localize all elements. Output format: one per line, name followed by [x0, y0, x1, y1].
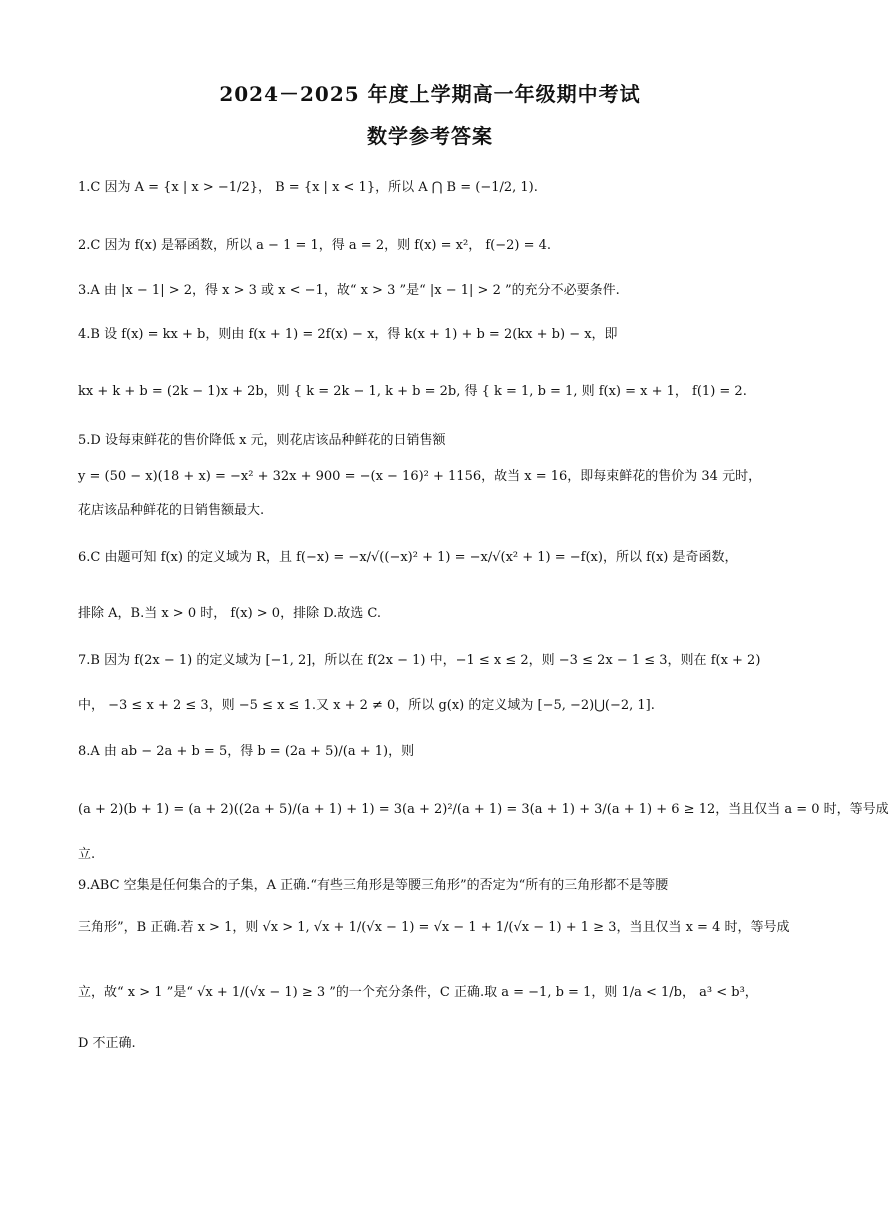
answer-line: 4.B 设 f(x) = kx + b，则由 f(x + 1) = 2f(x) − x，得 k(x + 1) + b = 2(kx + b) − x，即: [78, 327, 618, 342]
answer-line: kx + k + b = (2k − 1)x + 2b，则 { k = 2k − 1, k + b = 2b, 得 { k = 1, b = 1, 则 f(x) = x + 1， f(1) = 2.: [78, 384, 747, 399]
answer-line: 5.D 设每束鲜花的售价降低 x 元，则花店该品种鲜花的日销售额: [78, 433, 446, 448]
answer-line: 排除 A，B.当 x > 0 时， f(x) > 0，排除 D.故选 C.: [78, 606, 382, 621]
answer-line: 花店该品种鲜花的日销售额最大.: [78, 503, 265, 518]
answer-line: y = (50 − x)(18 + x) = −x² + 32x + 900 = −(x − 16)² + 1156，故当 x = 16，即每束鲜花的售价为 34 元时，: [78, 469, 762, 484]
answer-line: 8.A 由 ab − 2a + b = 5，得 b = (2a + 5)/(a + 1)，则: [78, 744, 415, 759]
answer-line: 6.C 由题可知 f(x) 的定义域为 R，且 f(−x) = −x/√((−x)² + 1) = −x/√(x² + 1) = −f(x)，所以 f(x) 是奇函数，: [78, 550, 738, 565]
answer-line: 9.ABC 空集是任何集合的子集，A 正确.“有些三角形是等腰三角形”的否定为“所有的三角形都不是等腰: [78, 878, 669, 893]
answer-line: (a + 2)(b + 1) = (a + 2)((2a + 5)/(a + 1) + 1) = 3(a + 2)²/(a + 1) = 3(a + 1) + 3/(a + 1) + 6 ≥ 12，当且仅当 a = 0 时，等号成: [78, 802, 889, 817]
answer-line: 2.C 因为 f(x) 是幂函数，所以 a − 1 = 1，得 a = 2，则 f(x) = x²， f(−2) = 4.: [78, 238, 552, 253]
answer-line: 立.: [78, 847, 96, 862]
answer-line: 7.B 因为 f(2x − 1) 的定义域为 [−1, 2]，所以在 f(2x − 1) 中，−1 ≤ x ≤ 2，则 −3 ≤ 2x − 1 ≤ 3，则在 f(x + 2): [78, 653, 761, 668]
answer-line: 中， −3 ≤ x + 2 ≤ 3，则 −5 ≤ x ≤ 1.又 x + 2 ≠ 0，所以 g(x) 的定义域为 [−5, −2)⋃(−2, 1].: [78, 698, 655, 713]
answer-subtitle: 数学参考答案: [367, 124, 493, 148]
answer-line: 1.C 因为 A = {x | x > −1/2}， B = {x | x < 1}，所以 A ⋂ B = (−1/2, 1).: [78, 180, 538, 195]
answer-line: 三角形”，B 正确.若 x > 1，则 √x > 1, √x + 1/(√x − 1) = √x − 1 + 1/(√x − 1) + 1 ≥ 3，当且仅当 x = 4 时，等号成: [78, 920, 790, 935]
exam-title: 2024－2025 年度上学期高一年级期中考试: [219, 82, 641, 106]
answer-line: 立，故“ x > 1 ”是“ √x + 1/(√x − 1) ≥ 3 ”的一个充分条件，C 正确.取 a = −1, b = 1，则 1/a < 1/b， a³ < b³，: [78, 985, 758, 1000]
answer-line: D 不正确.: [78, 1036, 136, 1051]
answer-line: 3.A 由 |x − 1| > 2，得 x > 3 或 x < −1，故“ x > 3 ”是“ |x − 1| > 2 ”的充分不必要条件.: [78, 283, 620, 298]
